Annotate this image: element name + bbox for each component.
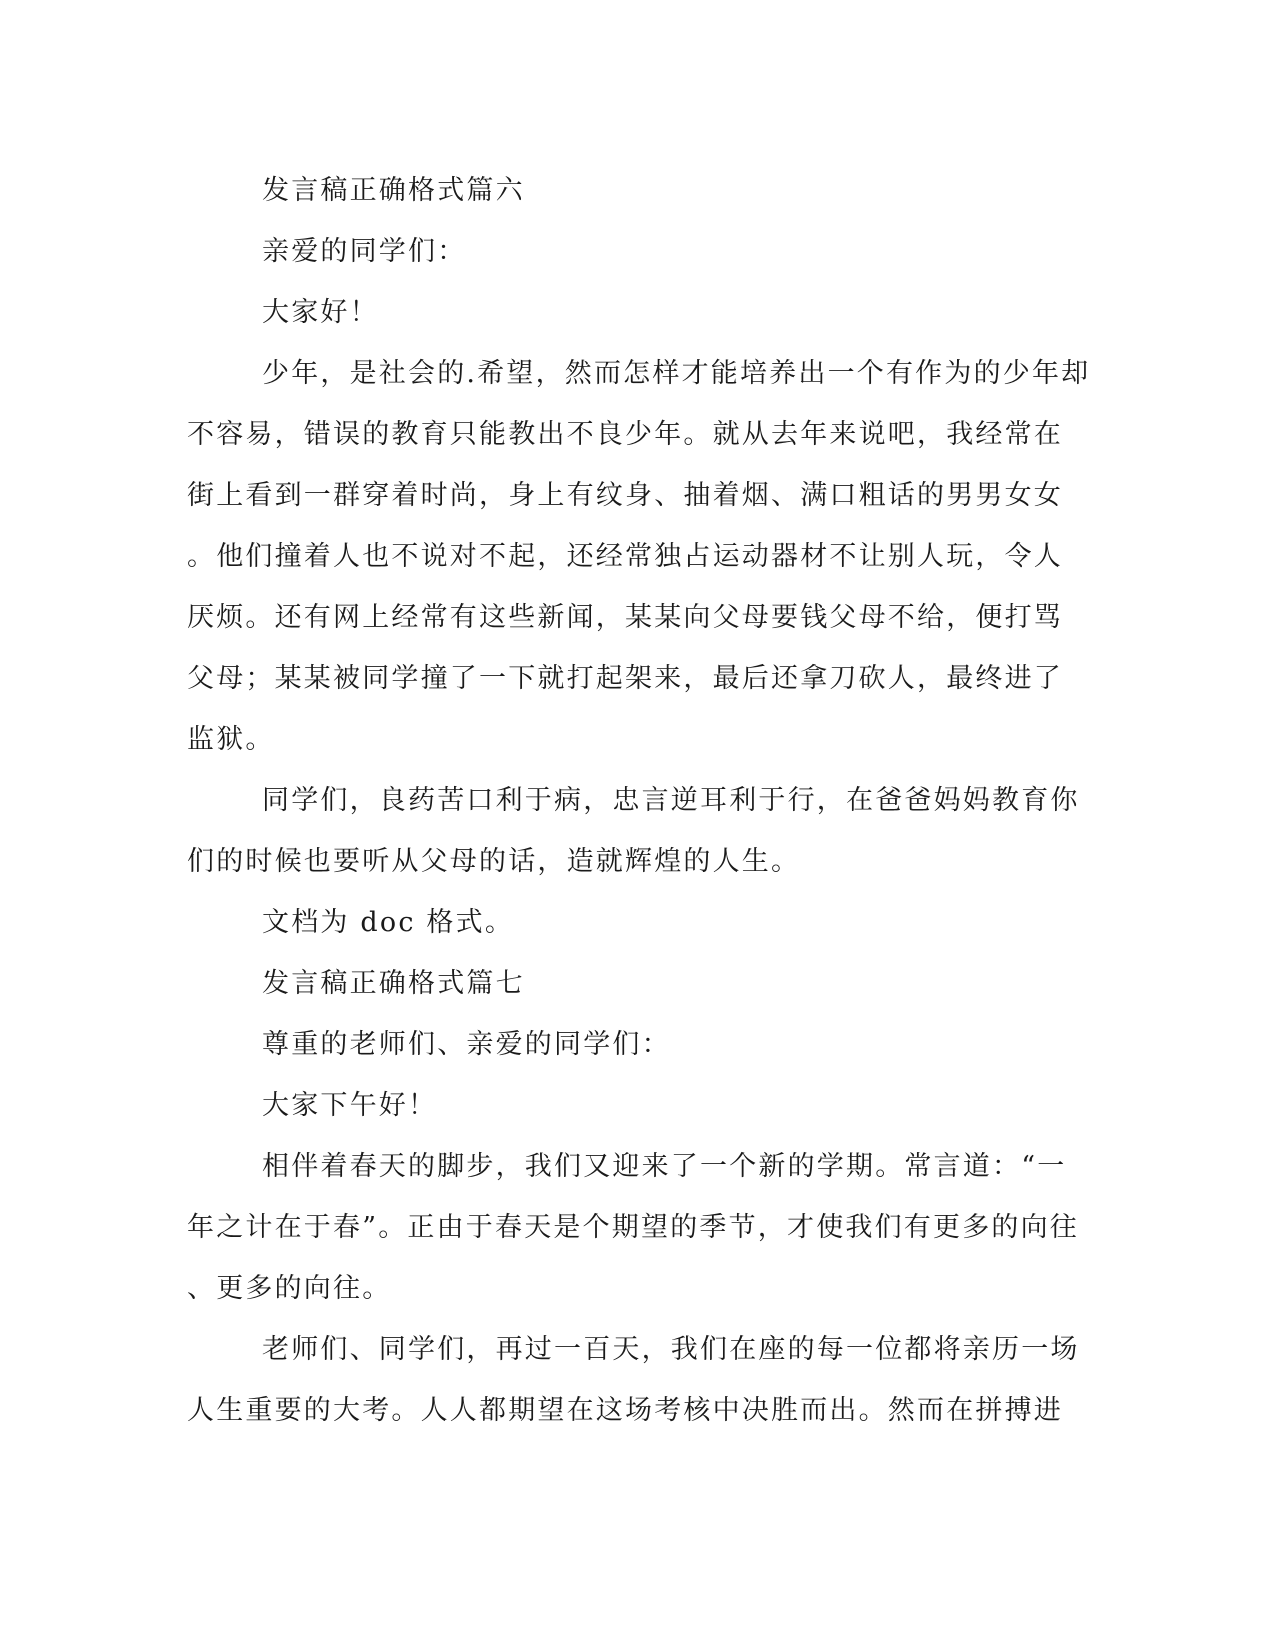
paragraph-line: 人生重要的大考。人人都期望在这场考核中决胜而出。然而在拼搏进 xyxy=(187,1395,1063,1426)
paragraph-line: 监狱。 xyxy=(187,724,275,755)
format-note: 文档为 doc 格式。 xyxy=(262,907,515,938)
salutation: 亲爱的同学们： xyxy=(262,236,467,267)
greeting: 大家下午好！ xyxy=(262,1090,438,1121)
paragraph-line: 老师们、同学们，再过一百天，我们在座的每一位都将亲历一场 xyxy=(262,1334,1080,1365)
paragraph-line: 少年，是社会的.希望，然而怎样才能培养出一个有作为的少年却 xyxy=(262,358,1091,389)
document-body xyxy=(187,160,1091,1441)
greeting: 大家好！ xyxy=(262,297,379,328)
paragraph-line: 不容易，错误的教育只能教出不良少年。就从去年来说吧，我经常在 xyxy=(187,419,1063,450)
section-heading-7: 发言稿正确格式篇七 xyxy=(262,968,525,999)
paragraph-line: 、更多的向往。 xyxy=(187,1273,392,1304)
paragraph-line: 街上看到一群穿着时尚，身上有纹身、抽着烟、满口粗话的男男女女 xyxy=(187,480,1063,511)
paragraph-line: 。他们撞着人也不说对不起，还经常独占运动器材不让别人玩，令人 xyxy=(187,541,1063,572)
paragraph-line: 同学们，良药苦口利于病，忠言逆耳利于行，在爸爸妈妈教育你 xyxy=(262,785,1080,816)
paragraph-line: 年之计在于春”。正由于春天是个期望的季节，才使我们有更多的向往 xyxy=(187,1212,1080,1243)
section-heading-6: 发言稿正确格式篇六 xyxy=(262,175,525,206)
paragraph-line: 厌烦。还有网上经常有这些新闻，某某向父母要钱父母不给，便打骂 xyxy=(187,602,1063,633)
paragraph-line: 父母；某某被同学撞了一下就打起架来，最后还拿刀砍人，最终进了 xyxy=(187,663,1063,694)
paragraph-line: 相伴着春天的脚步，我们又迎来了一个新的学期。常言道：“一 xyxy=(262,1151,1067,1182)
salutation: 尊重的老师们、亲爱的同学们： xyxy=(262,1029,671,1060)
paragraph-line: 们的时候也要听从父母的话，造就辉煌的人生。 xyxy=(187,846,801,877)
